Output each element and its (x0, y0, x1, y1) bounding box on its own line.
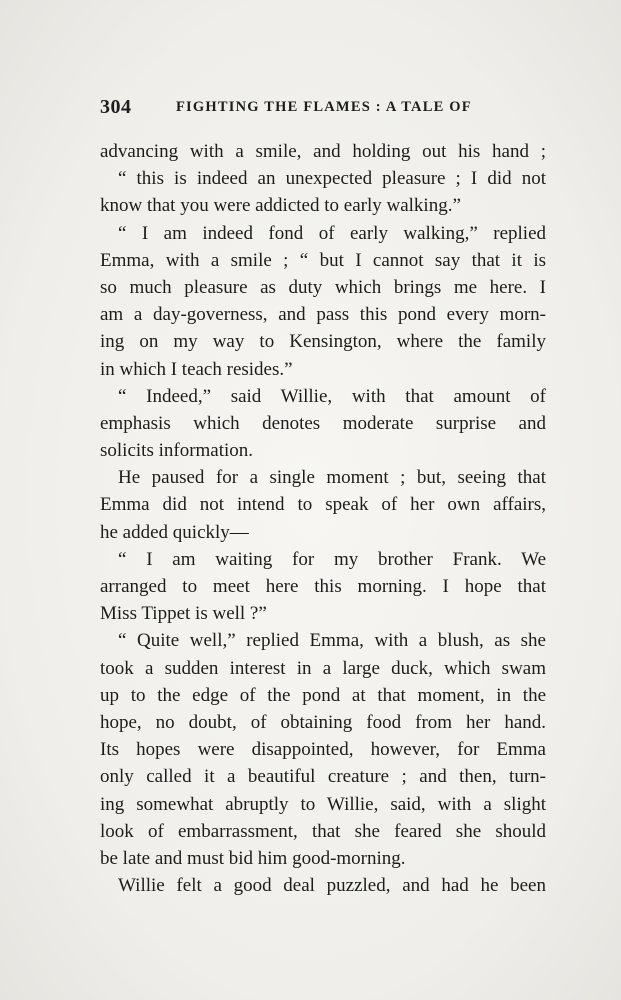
text-line: solicits information. (100, 440, 254, 462)
text-line: look of embarrassment, that she feared she should (100, 820, 546, 842)
text-line: am a day-governess, and pass this pond every morn- (100, 304, 546, 326)
text-line: Emma, with a smile ; “ but I cannot say that it is (100, 249, 546, 271)
text-line: Its hopes were disappointed, however, for Emma (100, 739, 546, 761)
paragraph-start-line: Willie felt a good deal puzzled, and had he been (118, 875, 546, 897)
text-line: know that you were addicted to early walking.” (100, 195, 461, 217)
text-line: emphasis which denotes moderate surprise and (100, 412, 546, 434)
text-line: took a sudden interest in a large duck, which swam (100, 657, 546, 679)
body-text (100, 138, 546, 899)
page-number: 304 (100, 96, 132, 118)
text-line: only called it a beautiful creature ; and then, turn- (100, 766, 546, 788)
text-line: up to the edge of the pond at that moment, in the (100, 684, 546, 706)
paragraph-start-line: “ I am waiting for my brother Frank. We (118, 548, 546, 570)
text-line: hope, no doubt, of obtaining food from her hand. (100, 711, 546, 733)
text-line: ing somewhat abruptly to Willie, said, with a slight (100, 793, 546, 815)
text-line: Emma did not intend to speak of her own affairs, (100, 494, 546, 516)
paragraph-start-line: “ Quite well,” replied Emma, with a blush, as she (118, 630, 546, 652)
paragraph-start-line: “ I am indeed fond of early walking,” replied (118, 222, 546, 244)
text-line: ing on my way to Kensington, where the family (100, 331, 546, 353)
paragraph-start-line: “ Indeed,” said Willie, with that amount of (118, 385, 546, 407)
running-head: FIGHTING THE FLAMES : A TALE OF (176, 99, 472, 115)
text-line: be late and must bid him good-morning. (100, 847, 406, 869)
text-line: advancing with a smile, and holding out his hand ; (100, 141, 546, 162)
page-header (100, 96, 540, 122)
paragraph-start-line: He paused for a single moment ; but, seeing that (118, 467, 546, 489)
text-line: Miss Tippet is well ?” (100, 603, 267, 625)
text-line: arranged to meet here this morning. I hope that (100, 576, 546, 597)
text-line: so much pleasure as duty which brings me here. I (100, 276, 546, 298)
text-line: in which I teach resides.” (100, 358, 293, 380)
text-line: he added quickly— (100, 521, 249, 543)
text-line: “ this is indeed an unexpected pleasure ; I did not (118, 168, 546, 190)
